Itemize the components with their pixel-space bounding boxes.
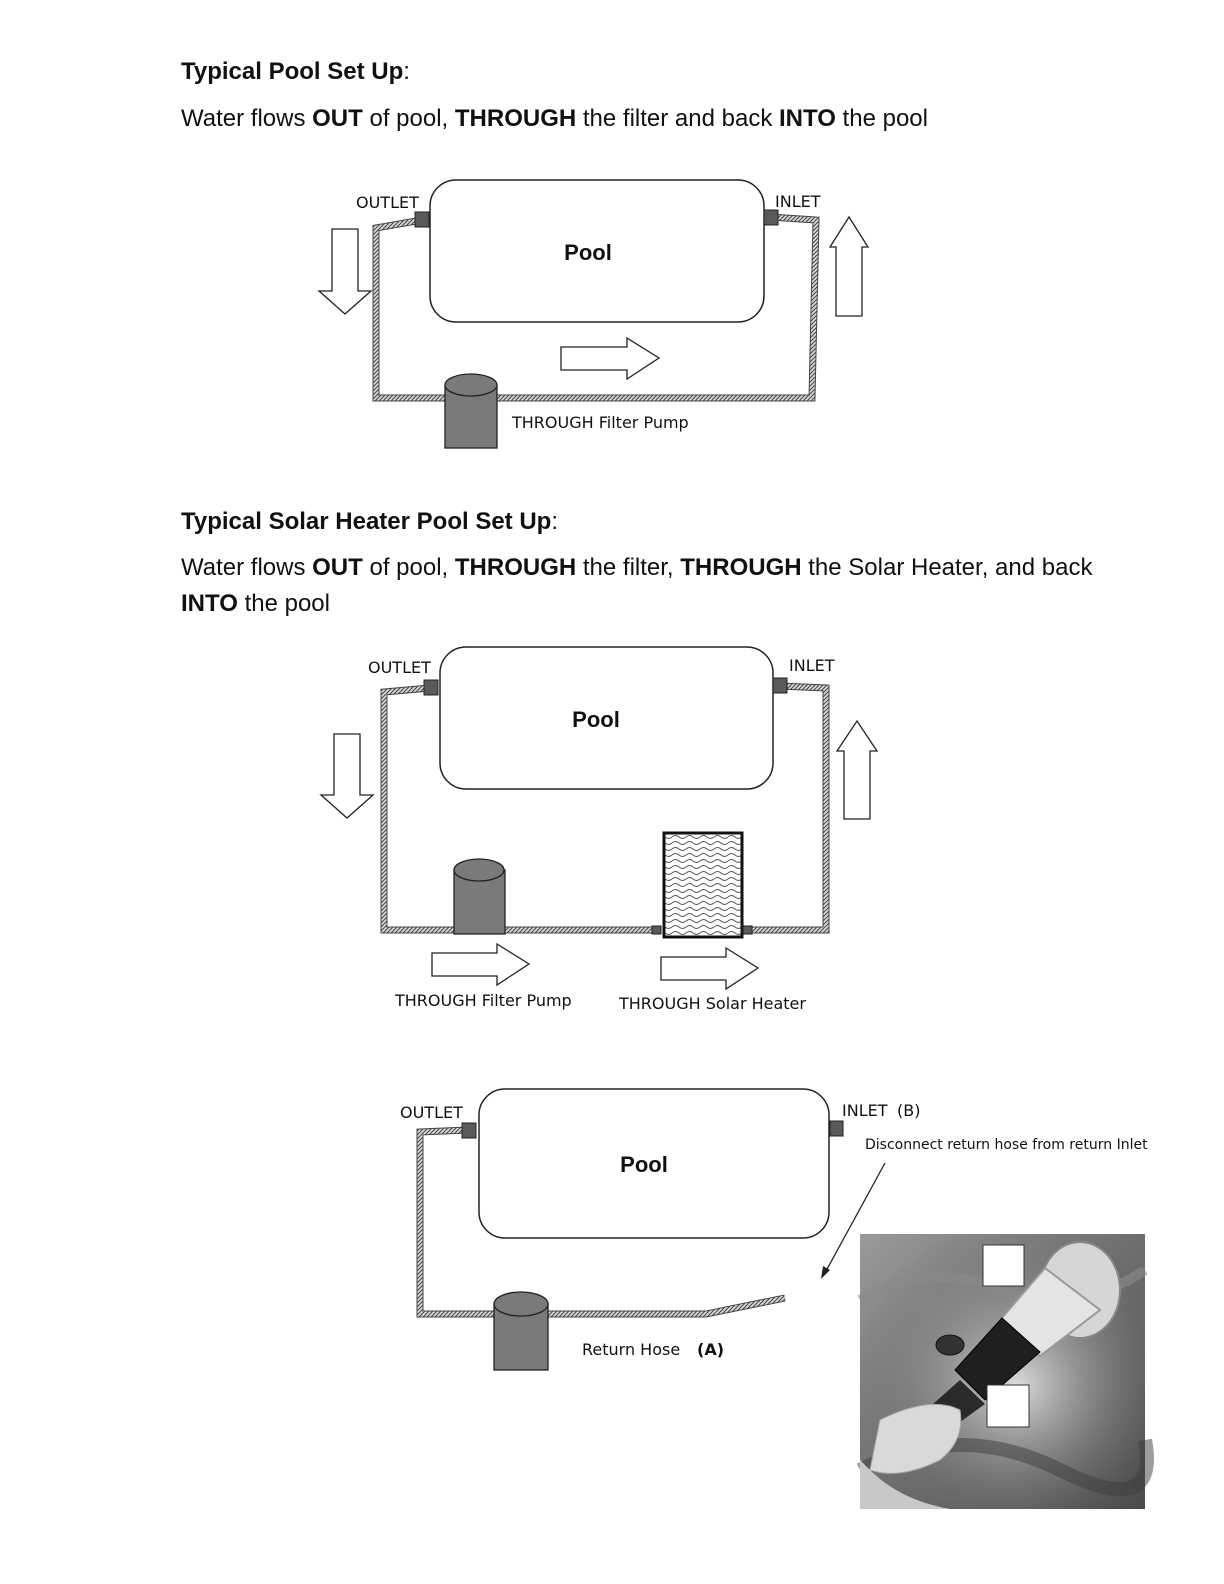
- desc-run: the filter and back: [576, 105, 779, 132]
- desc-run: OUT: [312, 105, 363, 132]
- pool-label-3: Pool: [620, 1152, 668, 1177]
- pool-label-1: Pool: [564, 240, 612, 265]
- filter-pump-3: [494, 1292, 548, 1370]
- desc-run: of pool,: [362, 554, 455, 581]
- section2-heading: Typical Solar Heater Pool Set Up:: [181, 508, 558, 535]
- right-arrow-2a: [432, 944, 529, 985]
- diagram-typical-pool: [319, 180, 868, 448]
- inlet-connector-2: [773, 678, 787, 693]
- pump-label-1: THROUGH Filter Pump: [512, 413, 689, 432]
- desc-run: the filter,: [576, 554, 681, 581]
- solar-heater-panel: [652, 833, 752, 937]
- pump-label-2: THROUGH Filter Pump: [395, 991, 572, 1010]
- photo-marker-box-bottom: [987, 1385, 1029, 1427]
- desc-run: INTO: [778, 105, 836, 132]
- inlet-connector-3: [830, 1121, 843, 1136]
- photo-marker-box-top: [983, 1245, 1024, 1286]
- section1-heading: Typical Pool Set Up:: [181, 58, 410, 85]
- filter-pump-1: [445, 374, 497, 448]
- desc-run: the pool: [237, 590, 330, 617]
- desc-run: INTO: [181, 590, 238, 617]
- desc-run: Water flows: [181, 105, 313, 132]
- diagram-disconnect-return: [400, 1089, 1148, 1509]
- pool-label-2: Pool: [572, 707, 620, 732]
- return-hose-marker-a: (A): [697, 1340, 725, 1359]
- up-arrow-1: [830, 217, 868, 316]
- outlet-connector-2: [424, 680, 438, 695]
- hose-disconnect-photo: [860, 1234, 1147, 1509]
- desc-run: Water flows: [181, 554, 313, 581]
- down-arrow-2: [321, 734, 373, 818]
- heater-label-2: THROUGH Solar Heater: [619, 994, 806, 1013]
- filter-pump-2: [454, 859, 505, 934]
- inlet-label-2: INLET: [789, 656, 835, 675]
- return-hose-label: Return Hose: [582, 1340, 681, 1359]
- desc-run: THROUGH: [454, 105, 577, 132]
- desc-run: of pool,: [362, 105, 455, 132]
- outlet-label-2: OUTLET: [368, 658, 431, 677]
- pointer-arrowhead: [821, 1266, 830, 1279]
- desc-run: the pool: [835, 105, 928, 132]
- desc-run: OUT: [312, 554, 363, 581]
- right-arrow-2b: [661, 948, 758, 989]
- desc-run: THROUGH: [680, 554, 802, 581]
- desc-run: the Solar Heater, and back: [801, 554, 1093, 581]
- inlet-label-3: INLET: [842, 1101, 888, 1120]
- inlet-connector-1: [764, 210, 778, 225]
- down-arrow-1: [319, 229, 371, 314]
- diagram-solar-heater-pool: [321, 647, 877, 1013]
- outlet-connector-1: [415, 212, 429, 227]
- disconnect-instruction: Disconnect return hose from return Inlet: [865, 1137, 1148, 1153]
- outlet-label-1: OUTLET: [356, 193, 419, 212]
- up-arrow-2: [837, 721, 877, 819]
- right-arrow-1: [561, 338, 659, 379]
- outlet-label-3: OUTLET: [400, 1103, 463, 1122]
- inlet-label-1: INLET: [775, 192, 821, 211]
- inlet-marker-b: (B): [897, 1101, 921, 1120]
- desc-run: THROUGH: [454, 554, 577, 581]
- outlet-connector-3: [462, 1123, 476, 1138]
